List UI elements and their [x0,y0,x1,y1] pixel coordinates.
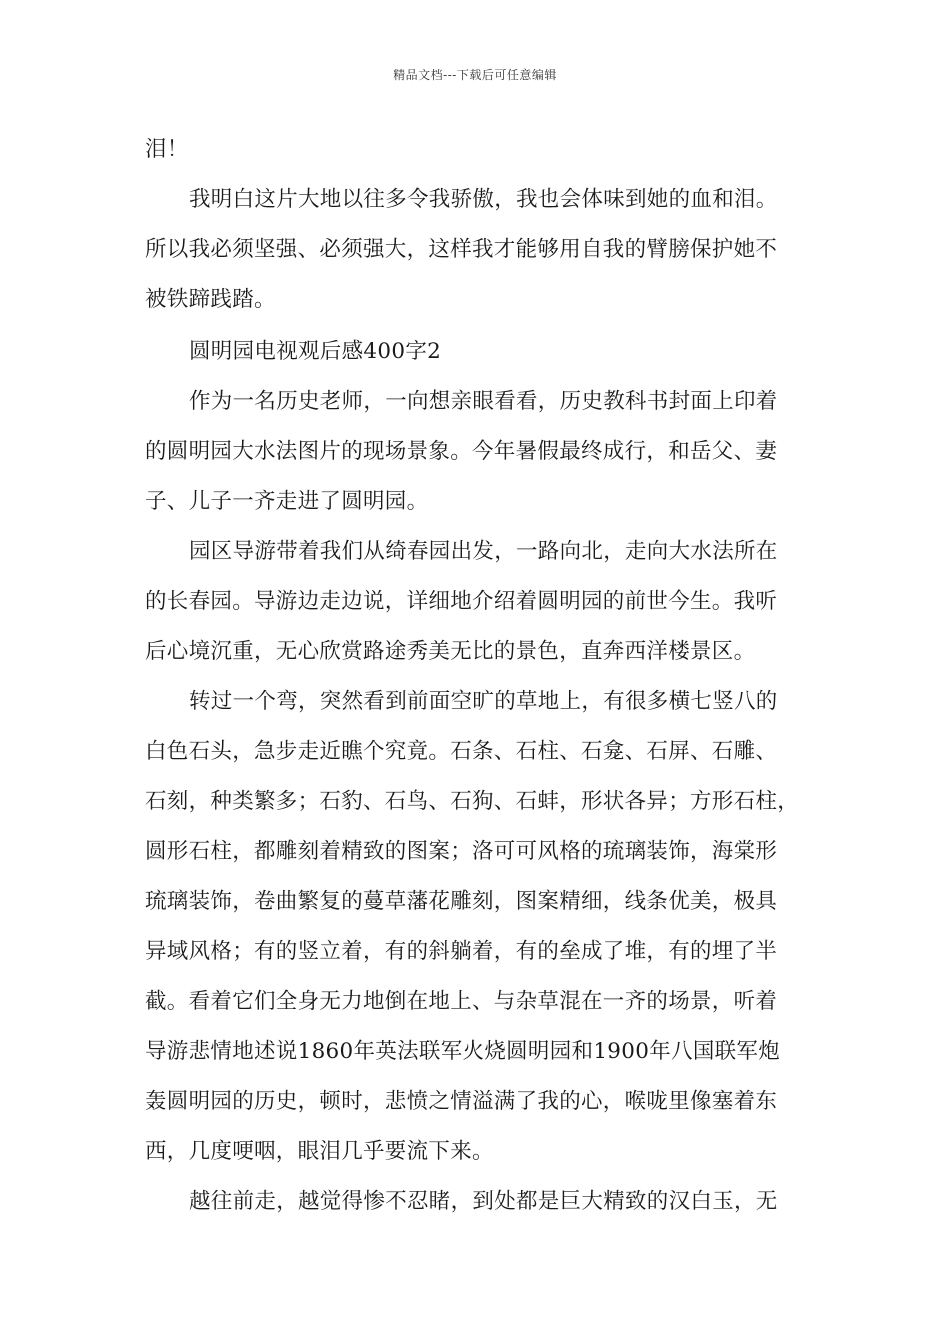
text-line: 导游悲情地述说1860年英法联军火烧圆明园和1900年八国联军炮 [145,1039,781,1064]
text-line: 西，几度哽咽，眼泪几乎要流下来。 [145,1139,494,1164]
text-line: 异域风格；有的竖立着，有的斜躺着，有的垒成了堆，有的埋了半 [145,939,778,964]
text-line: 琉璃装饰，卷曲繁复的蔓草藩花雕刻，图案精细，线条优美，极具 [145,889,778,914]
page-header: 精品文档---下载后可任意编辑 [393,68,557,82]
text-line: 作为一名历史老师，一向想亲眼看看，历史教科书封面上印着 [189,389,778,414]
text-line: 的长春园。导游边走边说，详细地介绍着圆明园的前世今生。我听 [145,589,778,614]
text-line: 所以我必须坚强、必须强大，这样我才能够用自我的臂膀保护她不 [145,237,778,262]
text-line: 圆形石柱，都雕刻着精致的图案；洛可可风格的琉璃装饰，海棠形 [145,839,778,864]
text-line: 被铁蹄践踏。 [145,287,276,312]
text-line: 轰圆明园的历史，顿时，悲愤之情溢满了我的心，喉咙里像塞着东 [145,1089,778,1114]
text-line: 越往前走，越觉得惨不忍睹，到处都是巨大精致的汉白玉，无 [189,1189,778,1214]
text-line: 的圆明园大水法图片的现场景象。今年暑假最终成行，和岳父、妻 [145,439,778,464]
text-line: 截。看着它们全身无力地倒在地上、与杂草混在一齐的场景，听着 [145,989,778,1014]
text-line: 泪！ [145,137,189,162]
text-line: 白色石头，急步走近瞧个究竟。石条、石柱、石龛、石屏、石雕、 [145,739,778,764]
text-line: 石刻，种类繁多；石豹、石鸟、石狗、石蚌，形状各异；方形石柱， [145,789,800,814]
section-title: 圆明园电视观后感400字2 [189,339,442,364]
text-line: 转过一个弯，突然看到前面空旷的草地上，有很多横七竖八的 [189,689,778,714]
text-line: 子、儿子一齐走进了圆明园。 [145,489,429,514]
text-line: 园区导游带着我们从绮春园出发，一路向北，走向大水法所在 [189,539,778,564]
text-line: 我明白这片大地以往多令我骄傲，我也会体味到她的血和泪。 [189,187,778,212]
text-line: 后心境沉重，无心欣赏路途秀美无比的景色，直奔西洋楼景区。 [145,639,756,664]
